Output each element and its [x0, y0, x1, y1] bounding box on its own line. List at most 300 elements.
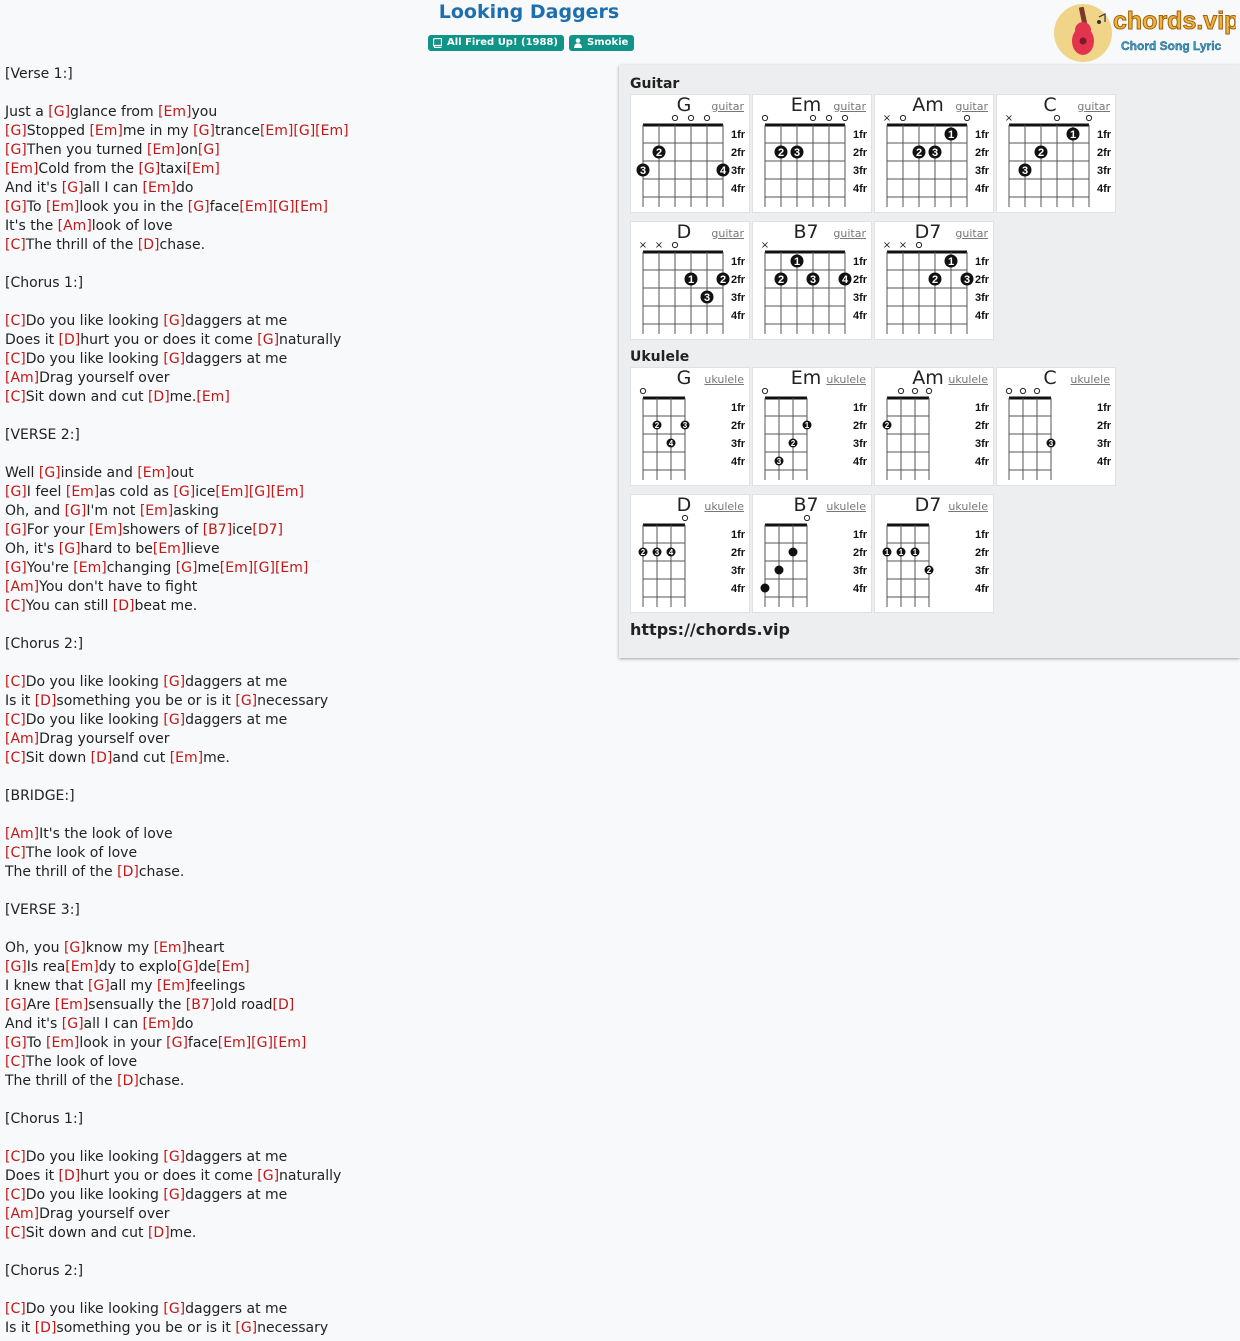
chord-name: D7 [914, 221, 942, 243]
chord-mark[interactable]: [D] [112, 598, 135, 614]
chord-card-ukulele-g[interactable] [630, 367, 750, 486]
lyric-line: [G]Then you turned [Em]on[G] [5, 142, 220, 158]
svg-text:1: 1 [947, 256, 955, 268]
svg-text:3: 3 [654, 548, 660, 557]
chord-mark[interactable]: [Em] [156, 978, 191, 994]
chord-mark[interactable]: [G] [5, 522, 27, 538]
chord-mark[interactable]: [D] [137, 237, 160, 253]
finger-dot [789, 548, 798, 557]
lyric-line: [C]The look of love [5, 845, 138, 861]
chord-mark[interactable]: [Em] [65, 484, 100, 500]
guitar-heading: Guitar [630, 76, 680, 92]
chord-mark[interactable]: [G] [64, 503, 87, 519]
song-title[interactable]: Looking Daggers [438, 1, 620, 23]
chord-mark[interactable]: [Em] [294, 199, 329, 215]
lyric-line: [C]Do you like looking [G]daggers at me [5, 1149, 288, 1165]
muted-string-marker: × [638, 240, 648, 251]
chord-mark[interactable]: [Em] [196, 389, 230, 405]
chord-name: B7 [793, 494, 819, 516]
svg-text:chords.vip: chords.vip [1113, 7, 1236, 35]
chord-mark[interactable]: [G] [163, 1187, 186, 1203]
user-icon [574, 38, 582, 48]
lyric-line: [C]Do you like looking [G]daggers at me [5, 712, 288, 728]
chord-mark[interactable]: [G] [5, 199, 27, 215]
fret-label: 2fr [731, 274, 746, 286]
lyric-line [5, 920, 605, 939]
chord-mark[interactable]: [G] [175, 560, 198, 576]
fret-label: 3fr [1097, 438, 1112, 450]
chord-mark[interactable]: [G] [5, 1035, 27, 1051]
instrument-link[interactable]: ukulele [826, 500, 866, 513]
chord-card-ukulele-d7[interactable] [874, 494, 994, 613]
chord-mark[interactable]: [Am] [57, 218, 92, 234]
lyric-line: Does it [D]hurt you or does it come [G]naturally [5, 1168, 342, 1184]
site-logo[interactable] [1054, 3, 1236, 63]
fretboard-diagram [875, 222, 994, 340]
chord-mark[interactable]: [Em] [45, 199, 80, 215]
chord-mark[interactable]: [Em] [153, 940, 187, 956]
fretboard-diagram [753, 495, 872, 613]
open-string-marker [762, 115, 767, 120]
chord-mark[interactable]: [C] [5, 237, 26, 253]
lyric-line: Is it [D]something you be or is it [G]necessary [5, 693, 329, 709]
chord-mark[interactable]: [G] [38, 465, 61, 481]
chord-mark[interactable]: [Em] [142, 180, 176, 196]
chord-mark[interactable]: [Am] [5, 731, 40, 747]
chord-card-guitar-g[interactable] [630, 94, 750, 213]
finger-dot [775, 457, 784, 467]
finger-dot [775, 146, 788, 160]
finger-dot [929, 273, 942, 287]
chord-mark[interactable]: [Em] [315, 123, 349, 139]
svg-text:1: 1 [804, 421, 810, 430]
chord-mark[interactable]: [C] [5, 750, 26, 766]
ukulele-logo-icon [1054, 3, 1236, 63]
instrument-link[interactable]: ukulele [948, 373, 988, 386]
nut [643, 524, 685, 527]
nut [765, 124, 845, 127]
svg-text:4: 4 [719, 165, 727, 177]
chord-mark[interactable]: [G] [5, 484, 27, 500]
chord-mark[interactable]: [Em] [139, 503, 174, 519]
chord-mark[interactable]: [G] [48, 104, 71, 120]
chord-mark[interactable]: [Em] [217, 1035, 252, 1051]
svg-text:2: 2 [655, 147, 663, 159]
chord-mark[interactable]: [C] [5, 313, 26, 329]
chord-mark[interactable]: [C] [5, 389, 26, 405]
chord-mark[interactable]: [C] [5, 598, 26, 614]
chord-name: D [676, 494, 692, 516]
muted-string-marker: × [1004, 113, 1014, 124]
chord-mark[interactable]: [Em] [216, 959, 250, 975]
lyric-line [5, 445, 605, 464]
site-url-link[interactable]: https://chords.vip [630, 620, 790, 639]
chord-mark[interactable]: [G] [193, 123, 215, 139]
lyric-line: Does it [D]hurt you or does it come [G]naturally [5, 332, 342, 348]
svg-text:2: 2 [915, 147, 923, 159]
fret-label: 3fr [731, 565, 746, 577]
fretboard-diagram [631, 222, 750, 340]
muted-string-marker: × [882, 240, 892, 251]
svg-text:3: 3 [793, 147, 801, 159]
chord-mark[interactable]: [D] [147, 389, 170, 405]
fret-label: 4fr [853, 183, 868, 195]
chord-name: Am [912, 367, 944, 389]
chord-card-guitar-c[interactable] [996, 94, 1116, 213]
lyric-line: [G]To [Em]look in your [G]face[Em][G][Em] [5, 1035, 307, 1051]
chord-mark[interactable]: [G] [197, 142, 220, 158]
open-string-marker [1006, 388, 1011, 393]
open-string-marker [682, 515, 687, 520]
chord-mark[interactable]: [G] [5, 560, 27, 576]
nut [765, 251, 845, 254]
chord-mark[interactable]: [Em] [89, 522, 123, 538]
chord-card-guitar-em[interactable] [752, 94, 872, 213]
finger-dot [1047, 439, 1056, 449]
lyric-line: [C]Sit down and cut [D]me.[Em] [5, 389, 230, 405]
instrument-link[interactable]: guitar [955, 227, 988, 240]
instrument-link[interactable]: guitar [711, 227, 744, 240]
finger-dot [653, 548, 662, 558]
lyric-line: Is it [D]something you be or is it [G]necessary [5, 1320, 329, 1336]
chord-name: D7 [914, 494, 942, 516]
instrument-link[interactable]: ukulele [948, 500, 988, 513]
chord-mark[interactable]: [G] [163, 351, 186, 367]
chord-mark[interactable]: [C] [5, 845, 26, 861]
instrument-link[interactable]: guitar [833, 100, 866, 113]
chord-mark[interactable]: [Em] [147, 142, 181, 158]
lyric-line: [C]You can still [D]beat me. [5, 598, 198, 614]
open-string-marker [826, 115, 831, 120]
nut [1009, 397, 1051, 400]
fret-label: 4fr [1097, 456, 1112, 468]
svg-text:1: 1 [898, 548, 904, 557]
lyric-line: [C]Do you like looking [G]daggers at me [5, 1301, 288, 1317]
lyric-line: I knew that [G]all my [Em]feelings [5, 978, 246, 994]
chord-mark[interactable]: [Em] [152, 541, 187, 557]
fret-label: 2fr [731, 147, 746, 159]
svg-text:3: 3 [1048, 439, 1054, 448]
lyric-line: [G]You're [Em]changing [G]me[Em][G][Em] [5, 560, 309, 576]
svg-text:2: 2 [926, 566, 932, 575]
fret-label: 4fr [731, 583, 746, 595]
lyric-line: [Am]Drag yourself over [5, 370, 170, 386]
chord-mark[interactable]: [D7] [252, 522, 283, 538]
open-string-marker [926, 388, 931, 393]
chord-mark[interactable]: [Em] [142, 1016, 176, 1032]
finger-dot [637, 164, 650, 178]
album-badge[interactable] [428, 35, 564, 51]
chord-mark[interactable]: [G] [138, 161, 161, 177]
chord-mark[interactable]: [Em] [137, 465, 171, 481]
finger-dot [775, 566, 784, 575]
finger-dot [925, 566, 934, 576]
fret-label: 1fr [731, 529, 746, 541]
chord-mark[interactable]: [G] [63, 940, 86, 956]
finger-dot [883, 548, 892, 558]
fret-label: 2fr [853, 274, 868, 286]
svg-text:3: 3 [809, 274, 817, 286]
finger-dot [653, 421, 662, 431]
svg-text:1: 1 [912, 548, 918, 557]
chord-mark[interactable]: [D] [117, 1073, 139, 1089]
artist-badge-label: Smokie [586, 37, 629, 48]
fret-label: 3fr [853, 165, 868, 177]
chord-name: Am [912, 94, 944, 116]
lyric-line [5, 407, 605, 426]
lyric-line: [G]Stopped [Em]me in my [G]trance[Em][G][Em] [5, 123, 349, 139]
chord-mark[interactable]: [G] [257, 332, 280, 348]
fret-label: 1fr [1097, 402, 1112, 414]
chord-mark[interactable]: [D] [34, 1320, 57, 1336]
fret-label: 2fr [853, 147, 868, 159]
open-string-marker [810, 115, 815, 120]
chord-mark[interactable]: [C] [5, 1301, 26, 1317]
instrument-link[interactable]: ukulele [1070, 373, 1110, 386]
chord-mark[interactable]: [D] [272, 997, 295, 1013]
svg-text:1: 1 [1069, 129, 1077, 141]
lyric-line: [C]Do you like looking [G]daggers at me [5, 313, 288, 329]
chord-mark[interactable]: [D] [34, 693, 57, 709]
lyric-line: [C]The look of love [5, 1054, 138, 1070]
svg-text:3: 3 [963, 274, 971, 286]
chord-mark[interactable]: [Em] [158, 104, 192, 120]
chord-mark[interactable]: [G] [61, 1016, 84, 1032]
chord-mark[interactable]: [G] [87, 978, 110, 994]
chord-mark[interactable]: [Em] [219, 560, 254, 576]
fret-label: 4fr [731, 183, 746, 195]
fret-label: 1fr [853, 402, 868, 414]
chord-mark[interactable]: [G] [5, 997, 27, 1013]
chord-mark[interactable]: [G] [5, 123, 27, 139]
lyric-line: [C]Sit down and cut [D]me. [5, 1225, 197, 1241]
chord-card-ukulele-em[interactable] [752, 367, 872, 486]
fretboard-diagram [997, 368, 1116, 486]
chord-mark[interactable]: [G] [166, 1035, 188, 1051]
lyric-line: [Em]Cold from the [G]taxi[Em] [5, 161, 220, 177]
fret-label: 3fr [853, 565, 868, 577]
finger-dot [667, 548, 676, 558]
chord-mark[interactable]: [D] [90, 750, 113, 766]
lyric-line [5, 616, 605, 635]
chord-card-ukulele-d[interactable] [630, 494, 750, 613]
open-string-marker [688, 115, 693, 120]
instrument-link[interactable]: guitar [955, 100, 988, 113]
fret-label: 1fr [731, 256, 746, 268]
open-string-marker [842, 115, 847, 120]
chord-name: Em [790, 367, 822, 389]
chord-mark[interactable]: [Am] [5, 579, 40, 595]
chord-card-ukulele-b7[interactable] [752, 494, 872, 613]
chord-mark[interactable]: [Em] [274, 560, 309, 576]
chord-mark[interactable]: [C] [5, 674, 26, 690]
instrument-link[interactable]: ukulele [704, 500, 744, 513]
chord-mark[interactable]: [Em] [169, 750, 204, 766]
fret-label: 1fr [853, 529, 868, 541]
fret-label: 4fr [975, 310, 990, 322]
chord-mark[interactable]: [Em] [239, 199, 273, 215]
chord-mark[interactable]: [G] [176, 959, 199, 975]
fret-label: 1fr [975, 129, 990, 141]
fret-label: 1fr [731, 402, 746, 414]
chord-mark[interactable]: [G] [293, 123, 316, 139]
fret-label: 3fr [975, 438, 990, 450]
chord-mark[interactable]: [Em] [73, 560, 107, 576]
chord-mark[interactable]: [Em] [65, 959, 99, 975]
chord-mark[interactable]: [G] [58, 541, 81, 557]
finger-dot [945, 128, 958, 142]
instrument-link[interactable]: guitar [833, 227, 866, 240]
chord-mark[interactable]: [G] [61, 180, 84, 196]
lyric-line: [G]Are [Em]sensually the [B7]old road[D] [5, 997, 295, 1013]
instrument-link[interactable]: ukulele [704, 373, 744, 386]
lyric-line: [C]Sit down [D]and cut [Em]me. [5, 750, 230, 766]
artist-badge[interactable] [569, 35, 634, 51]
chord-card-guitar-d[interactable] [630, 221, 750, 340]
chord-card-ukulele-am[interactable] [874, 367, 994, 486]
chord-mark[interactable]: [G] [187, 199, 210, 215]
section-header: [VERSE 3:] [5, 902, 80, 918]
chord-mark[interactable]: [G] [163, 712, 186, 728]
chord-mark[interactable]: [C] [5, 712, 26, 728]
fret-label: 2fr [853, 547, 868, 559]
chord-mark[interactable]: [G] [251, 1035, 273, 1051]
fret-label: 2fr [975, 147, 990, 159]
nut [887, 397, 929, 400]
chord-mark[interactable]: [Em] [89, 123, 123, 139]
chord-card-guitar-b7[interactable] [752, 221, 872, 340]
svg-text:2: 2 [719, 274, 727, 286]
chord-mark[interactable]: [B7] [202, 522, 233, 538]
instrument-link[interactable]: guitar [711, 100, 744, 113]
fret-label: 4fr [853, 456, 868, 468]
chord-mark[interactable]: [G] [257, 1168, 280, 1184]
lyric-line: The thrill of the [D]chase. [5, 1073, 185, 1089]
fret-label: 3fr [1097, 165, 1112, 177]
open-string-marker [912, 388, 917, 393]
chord-mark[interactable]: [G] [235, 693, 258, 709]
svg-text:2: 2 [790, 439, 796, 448]
chord-mark[interactable]: [C] [5, 1054, 26, 1070]
svg-text:3: 3 [776, 457, 782, 466]
lyric-line [5, 255, 605, 274]
chord-mark[interactable]: [G] [272, 199, 295, 215]
finger-dot [913, 146, 926, 160]
lyric-line [5, 1091, 605, 1110]
chord-mark[interactable]: [C] [5, 1225, 26, 1241]
nut [887, 524, 929, 527]
chord-mark[interactable]: [C] [5, 1187, 26, 1203]
fretboard-diagram [753, 222, 872, 340]
open-string-marker [672, 115, 677, 120]
chord-diagrams-panel [619, 65, 1240, 658]
chord-mark[interactable]: [G] [163, 674, 186, 690]
chord-mark[interactable]: [Em] [259, 123, 294, 139]
chord-card-guitar-am[interactable] [874, 94, 994, 213]
book-icon [433, 38, 442, 48]
chord-mark[interactable]: [D] [117, 864, 139, 880]
chord-mark[interactable]: [D] [147, 1225, 170, 1241]
chord-mark[interactable]: [Em] [54, 997, 89, 1013]
chord-mark[interactable]: [Em] [5, 161, 39, 177]
chord-mark[interactable]: [Em] [270, 484, 305, 500]
chord-mark[interactable]: [G] [248, 484, 271, 500]
svg-text:Chord Song Lyric: Chord Song Lyric [1121, 39, 1222, 53]
finger-dot [791, 146, 804, 160]
finger-dot [791, 255, 804, 269]
chord-mark[interactable]: [G] [5, 142, 27, 158]
instrument-link[interactable]: ukulele [826, 373, 866, 386]
chord-card-guitar-d7[interactable] [874, 221, 994, 340]
chord-mark[interactable]: [Em] [215, 484, 249, 500]
chord-mark[interactable]: [G] [235, 1320, 258, 1336]
lyric-line [5, 84, 605, 103]
fretboard-diagram [631, 95, 750, 213]
svg-text:1: 1 [687, 274, 695, 286]
fret-label: 3fr [975, 565, 990, 577]
section-header: [Chorus 1:] [5, 275, 84, 291]
chord-mark[interactable]: [C] [5, 1149, 26, 1165]
instrument-link[interactable]: guitar [1077, 100, 1110, 113]
fret-label: 3fr [853, 438, 868, 450]
chord-mark[interactable]: [G] [163, 313, 186, 329]
chord-mark[interactable]: [D] [58, 1168, 81, 1184]
chord-mark[interactable]: [Am] [5, 1206, 40, 1222]
section-header: [Verse 1:] [5, 66, 73, 82]
lyric-line: Just a [G]glance from [Em]you [5, 104, 218, 120]
open-string-marker [964, 115, 969, 120]
muted-string-marker: × [898, 240, 908, 251]
chord-mark[interactable]: [Am] [5, 826, 40, 842]
chord-mark[interactable]: [G] [5, 959, 27, 975]
svg-text:2: 2 [640, 548, 646, 557]
fret-label: 1fr [853, 129, 868, 141]
nut [1009, 124, 1089, 127]
fret-label: 4fr [975, 183, 990, 195]
fret-label: 3fr [731, 438, 746, 450]
chord-mark[interactable]: [G] [163, 1149, 186, 1165]
lyric-line: And it's [G]all I can [Em]do [5, 180, 194, 196]
lyric-line: [G]For your [Em]showers of [B7]ice[D7] [5, 522, 283, 538]
chord-mark[interactable]: [Em] [272, 1035, 307, 1051]
lyric-line: [C]Do you like looking [G]daggers at me [5, 1187, 288, 1203]
chord-mark[interactable]: [G] [173, 484, 196, 500]
svg-text:2: 2 [1037, 147, 1045, 159]
chord-mark[interactable]: [Em] [45, 1035, 80, 1051]
chord-mark[interactable]: [D] [58, 332, 81, 348]
finger-dot [761, 584, 770, 593]
chord-mark[interactable]: [G] [253, 560, 275, 576]
finger-dot [897, 548, 906, 558]
chord-mark[interactable]: [G] [163, 1301, 186, 1317]
finger-dot [945, 255, 958, 269]
chord-mark[interactable]: [B7] [185, 997, 216, 1013]
chord-card-ukulele-c[interactable] [996, 367, 1116, 486]
finger-dot [929, 146, 942, 160]
fret-label: 3fr [975, 292, 990, 304]
fret-label: 4fr [975, 583, 990, 595]
finger-dot [667, 439, 676, 449]
section-header: [VERSE 2:] [5, 427, 80, 443]
chord-mark[interactable]: [Em] [186, 161, 220, 177]
chord-mark[interactable]: [C] [5, 351, 26, 367]
fretboard-diagram [753, 95, 872, 213]
chord-mark[interactable]: [Am] [5, 370, 40, 386]
svg-text:3: 3 [931, 147, 939, 159]
lyric-line: [G]To [Em]look you in the [G]face[Em][G][Em] [5, 199, 329, 215]
finger-dot [639, 548, 648, 558]
svg-text:3: 3 [682, 421, 688, 430]
